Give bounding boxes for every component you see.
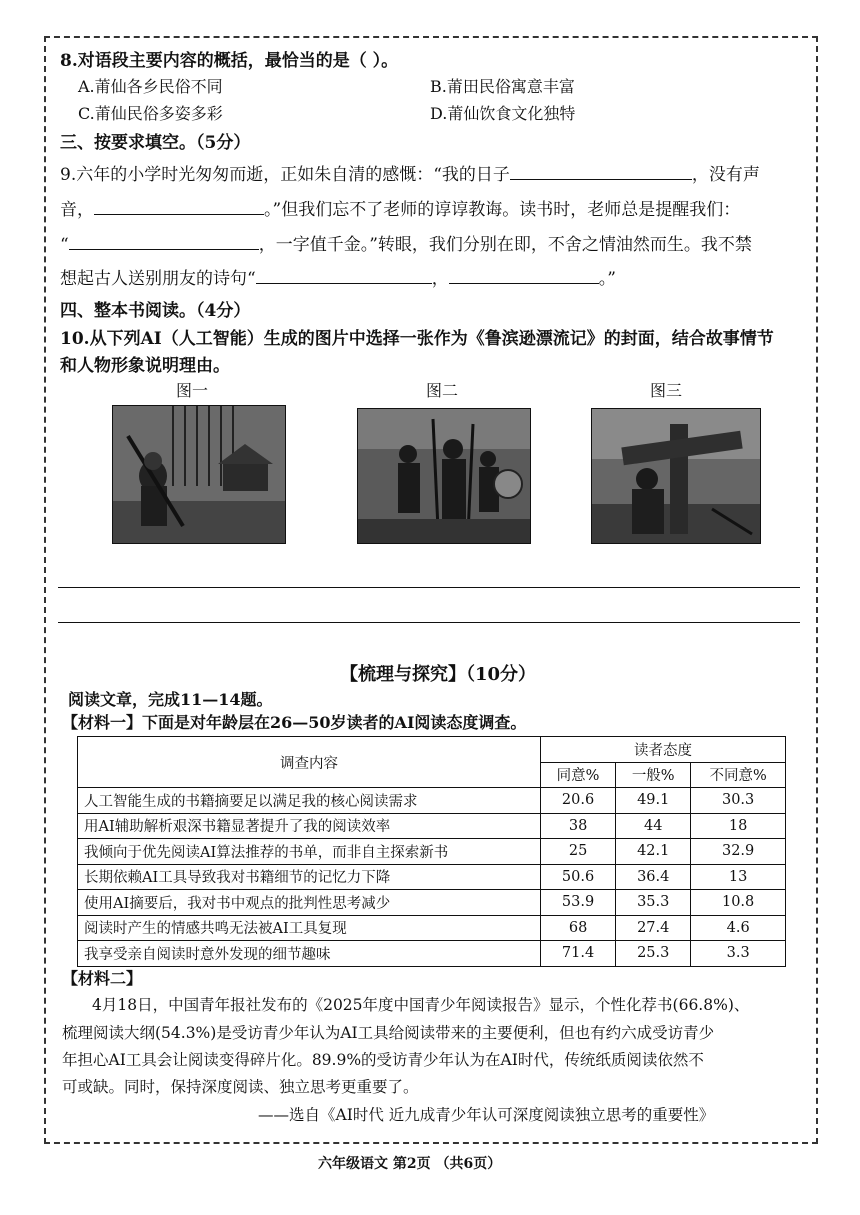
- q9-blank-5[interactable]: [449, 265, 599, 284]
- row-topic: 人工智能生成的书籍摘要足以满足我的核心阅读需求: [78, 788, 541, 814]
- q8-option-c: C.莆仙民俗多姿多彩: [78, 104, 223, 123]
- page-footer: 六年级语文 第2页 （共6页）: [318, 1156, 502, 1172]
- material-2-heading: 【材料二】: [62, 969, 143, 988]
- q9-text: “: [60, 235, 69, 255]
- row-neutral: 35.3: [616, 890, 691, 916]
- q9-text: ，: [431, 269, 449, 289]
- figure-1-image[interactable]: [112, 405, 286, 544]
- header-attitude: 读者态度: [541, 737, 786, 763]
- q9-text: 9.六年的小学时光匆匆而逝，正如朱自清的感慨：“我的日子: [60, 165, 510, 185]
- q8-option-d: D.莆仙饮食文化独特: [430, 104, 576, 123]
- q8-option-a: A.莆仙各乡民俗不同: [78, 77, 223, 96]
- answer-line-2[interactable]: [58, 622, 800, 623]
- q9-text: 音，: [60, 200, 94, 220]
- header-topic: 调查内容: [78, 737, 541, 788]
- q9-line-1: [60, 160, 760, 185]
- header-agree: 同意%: [541, 762, 616, 788]
- q9-blank-4[interactable]: [256, 265, 432, 284]
- castaway-at-cross-illustration: [592, 409, 760, 543]
- row-agree: 38: [541, 813, 616, 839]
- row-agree: 50.6: [541, 864, 616, 890]
- reading-instruction: 阅读文章，完成11—14题。: [68, 690, 273, 709]
- table-row: [78, 839, 786, 865]
- row-disagree: 32.9: [691, 839, 786, 865]
- material-2-source: ——选自《AI时代 近九成青少年认可深度阅读独立思考的重要性》: [258, 1106, 715, 1124]
- row-disagree: 18: [691, 813, 786, 839]
- table-row: [78, 915, 786, 941]
- row-disagree: 4.6: [691, 915, 786, 941]
- row-topic: 我倾向于优先阅读AI算法推荐的书单，而非自主探索新书: [78, 839, 541, 865]
- figure-2-image[interactable]: [357, 408, 531, 544]
- figure-1-caption: 图一: [176, 381, 209, 400]
- q9-blank-3[interactable]: [69, 231, 259, 250]
- row-agree: 25: [541, 839, 616, 865]
- row-topic: 我享受亲自阅读时意外发现的细节趣味: [78, 941, 541, 967]
- q9-line-3: [60, 230, 752, 255]
- q9-blank-1[interactable]: [510, 161, 692, 180]
- material-2-line-3: 年担心AI工具会让阅读变得碎片化。89.9%的受访青少年认为在AI时代，传统纸质阅读依然不: [62, 1051, 704, 1069]
- row-disagree: 13: [691, 864, 786, 890]
- table-row: [78, 788, 786, 814]
- row-neutral: 25.3: [616, 941, 691, 967]
- row-neutral: 27.4: [616, 915, 691, 941]
- row-agree: 20.6: [541, 788, 616, 814]
- q9-text: 。”: [598, 269, 616, 289]
- material-1-heading: 【材料一】下面是对年龄层在26—50岁读者的AI阅读态度调查。: [62, 713, 527, 732]
- castaway-digging-illustration: [113, 406, 285, 543]
- row-neutral: 44: [616, 813, 691, 839]
- figure-3-image[interactable]: [591, 408, 761, 544]
- table-row: [78, 813, 786, 839]
- q9-line-4: [60, 264, 616, 289]
- section-4-heading: 四、整本书阅读。（4分）: [60, 301, 251, 321]
- survey-table: [77, 736, 786, 967]
- q9-text: 。”但我们忘不了老师的谆谆教诲。读书时，老师总是提醒我们：: [264, 200, 741, 220]
- row-neutral: 49.1: [616, 788, 691, 814]
- row-disagree: 30.3: [691, 788, 786, 814]
- q10-line-2: 和人物形象说明理由。: [60, 356, 230, 376]
- q9-text: ，没有声: [691, 165, 760, 185]
- row-disagree: 3.3: [691, 941, 786, 967]
- q9-line-2: [60, 195, 740, 220]
- part-title: 【梳理与探究】（10分）: [340, 664, 537, 685]
- row-neutral: 42.1: [616, 839, 691, 865]
- section-3-heading: 三、按要求填空。（5分）: [60, 133, 251, 153]
- table-row: [78, 890, 786, 916]
- material-2-line-2: 梳理阅读大纲(54.3%)是受访青少年认为AI工具给阅读带来的主要便利，但也有约六成受访青少: [62, 1024, 715, 1042]
- q9-blank-2[interactable]: [94, 196, 264, 215]
- row-disagree: 10.8: [691, 890, 786, 916]
- header-disagree: 不同意%: [691, 762, 786, 788]
- table-row: [78, 864, 786, 890]
- material-2-line-1: 4月18日，中国青年报社发布的《2025年度中国青少年阅读报告》显示，个性化荐书(66.8%)、: [92, 996, 750, 1014]
- figure-2-caption: 图二: [426, 381, 459, 400]
- men-in-jungle-illustration: [358, 409, 530, 543]
- q9-text: 想起古人送别朋友的诗句“: [60, 269, 256, 289]
- q9-text: ，一字值千金。”转眼，我们分别在即，不舍之情油然而生。我不禁: [258, 235, 752, 255]
- row-neutral: 36.4: [616, 864, 691, 890]
- material-2-line-4: 可或缺。同时，保持深度阅读、独立思考更重要了。: [62, 1078, 419, 1096]
- table-row: [78, 941, 786, 967]
- q8-option-b: B.莆田民俗寓意丰富: [430, 77, 575, 96]
- row-agree: 53.9: [541, 890, 616, 916]
- q10-line-1: 10.从下列AI（人工智能）生成的图片中选择一张作为《鲁滨逊漂流记》的封面，结合故事情节: [60, 329, 774, 349]
- header-neutral: 一般%: [616, 762, 691, 788]
- answer-line-1[interactable]: [58, 587, 800, 588]
- row-topic: 阅读时产生的情感共鸣无法被AI工具复现: [78, 915, 541, 941]
- row-topic: 长期依赖AI工具导致我对书籍细节的记忆力下降: [78, 864, 541, 890]
- row-agree: 71.4: [541, 941, 616, 967]
- row-topic: 用AI辅助解析艰深书籍显著提升了我的阅读效率: [78, 813, 541, 839]
- figure-3-caption: 图三: [650, 381, 683, 400]
- row-topic: 使用AI摘要后，我对书中观点的批判性思考减少: [78, 890, 541, 916]
- q8-stem: 8.对语段主要内容的概括，最恰当的是（ ）。: [60, 51, 399, 71]
- row-agree: 68: [541, 915, 616, 941]
